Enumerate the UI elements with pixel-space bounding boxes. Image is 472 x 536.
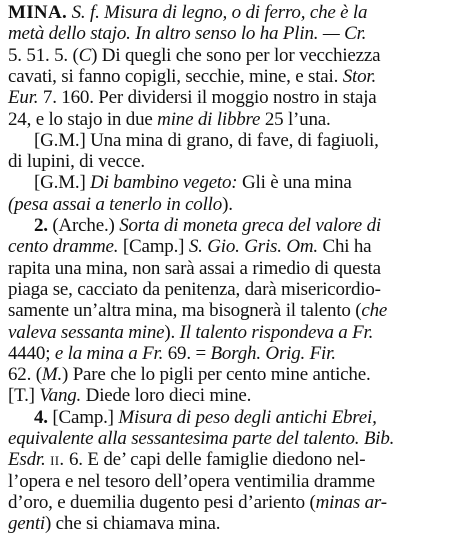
entry-text: 7. 160. Per dividersi il moggio nostro in staja bbox=[38, 87, 377, 109]
entry-text: metà dello stajo. In altro senso lo ha Plin. — Cr. bbox=[8, 23, 367, 45]
entry-text: Di bambino vegeto: bbox=[90, 172, 238, 194]
entry-text: M. bbox=[41, 364, 63, 386]
entry-text: Il talento rispondeva a Fr. bbox=[179, 321, 374, 343]
entry-text: che bbox=[361, 300, 388, 322]
entry-line bbox=[34, 215, 381, 237]
entry-text: [G.M.] bbox=[34, 172, 91, 194]
entry-text: piaga se, cacciato da penitenza, darà misericordio- bbox=[8, 278, 381, 300]
entry-text: (Arche.) bbox=[47, 215, 120, 236]
entry-line bbox=[8, 449, 365, 471]
entry-text: Esdr. bbox=[8, 449, 46, 471]
entry-text: S. f. Misura di legno, o di ferro, che è la bbox=[71, 2, 368, 23]
entry-text: Vang. bbox=[39, 385, 82, 407]
entry-text: 69. = bbox=[163, 342, 211, 364]
entry-text: Sorta di moneta greca del valore di bbox=[119, 215, 381, 236]
entry-line bbox=[8, 23, 366, 45]
entry-text: 4440; bbox=[8, 342, 55, 364]
entry-line bbox=[8, 87, 377, 109]
entry-text: rapita una mina, non sarà assai a rimedio di questa bbox=[8, 257, 381, 279]
entry-line bbox=[8, 343, 336, 365]
entry-line bbox=[8, 194, 233, 216]
entry-text: [G.M.] Una mina di grano, di fave, di fagiuoli, bbox=[34, 129, 379, 151]
entry-text: ) che si chiamava mina. bbox=[45, 513, 221, 535]
entry-text: 62. ( bbox=[8, 364, 42, 386]
entry-text: [T.] bbox=[8, 385, 40, 407]
entry-line bbox=[8, 300, 387, 322]
entry-text: di lupini, di vecce. bbox=[8, 151, 145, 173]
entry-line bbox=[34, 130, 379, 152]
entry-text: cavati, si fanno copigli, secchie, mine, e stai. bbox=[8, 65, 343, 87]
entry-line bbox=[8, 45, 380, 67]
entry-text: (pesa assai a tenerlo in collo bbox=[8, 193, 223, 215]
entry-text: e la mina a Fr. bbox=[54, 342, 164, 364]
entry-text: equivalente alla sessantesima parte del talento. Bib. bbox=[8, 428, 395, 449]
entry-text: C bbox=[78, 44, 92, 66]
entry-line bbox=[8, 385, 251, 407]
entry-text: valeva sessanta mine bbox=[8, 321, 165, 343]
entry-line bbox=[8, 492, 387, 514]
entry-text: genti bbox=[8, 513, 45, 535]
entry-text: samente un’altra mina, ma bisognerà il talento ( bbox=[8, 300, 362, 322]
entry-text: ) Pare che lo pigli per cento mine antiche. bbox=[62, 364, 371, 386]
entry-text: ii. bbox=[50, 449, 65, 471]
entry-line bbox=[34, 172, 352, 194]
entry-line bbox=[34, 407, 377, 429]
entry-text: 2. bbox=[34, 215, 48, 236]
entry-text: Diede loro dieci mine. bbox=[81, 385, 252, 407]
entry-text: [Camp.] bbox=[47, 406, 119, 428]
entry-text: Chi ha bbox=[317, 236, 372, 258]
entry-text: ). bbox=[164, 321, 180, 343]
entry-line bbox=[8, 151, 145, 173]
entry-line bbox=[8, 428, 394, 450]
entry-text: 5. 51. 5. ( bbox=[8, 44, 79, 66]
entry-text: Stor. bbox=[342, 65, 377, 87]
entry-text: l’opera e nel tesoro dell’opera ventimilia dramme bbox=[8, 470, 375, 492]
entry-line bbox=[8, 364, 371, 386]
entry-text: 24, e lo stajo in due bbox=[8, 108, 158, 130]
entry-text: ). bbox=[222, 193, 233, 215]
entry-text: MINA. bbox=[8, 2, 68, 23]
entry-text: ) Di quegli che sono per lor vecchiezza bbox=[91, 44, 381, 66]
entry-line bbox=[8, 513, 220, 535]
entry-text: minas ar- bbox=[315, 491, 387, 513]
entry-line bbox=[8, 236, 371, 258]
entry-text: S. Gio. Gris. Om. bbox=[188, 236, 318, 258]
entry-line bbox=[8, 471, 375, 493]
entry-line bbox=[8, 109, 331, 131]
entry-text: cento dramme. bbox=[8, 236, 119, 258]
entry-text: mine di libbre bbox=[157, 108, 261, 130]
entry-text: 4. bbox=[34, 406, 48, 428]
entry-line bbox=[8, 66, 376, 88]
entry-line bbox=[8, 279, 381, 301]
entry-text: 6. E de’ capi delle famiglie diedono nel- bbox=[64, 449, 366, 471]
entry-text: Borgh. Orig. Fir. bbox=[210, 342, 336, 364]
entry-text: Gli è una mina bbox=[237, 172, 352, 194]
entry-text: d’oro, e duemilia dugento pesi d’ariento ( bbox=[8, 491, 316, 513]
entry-line bbox=[8, 2, 367, 24]
entry-text: 25 l’una. bbox=[260, 108, 331, 130]
entry-line bbox=[8, 322, 373, 344]
entry-text: Misura di peso degli antichi Ebrei, bbox=[118, 406, 377, 428]
entry-line bbox=[8, 258, 381, 280]
entry-text: Eur. bbox=[8, 87, 39, 109]
entry-text: [Camp.] bbox=[118, 236, 189, 258]
